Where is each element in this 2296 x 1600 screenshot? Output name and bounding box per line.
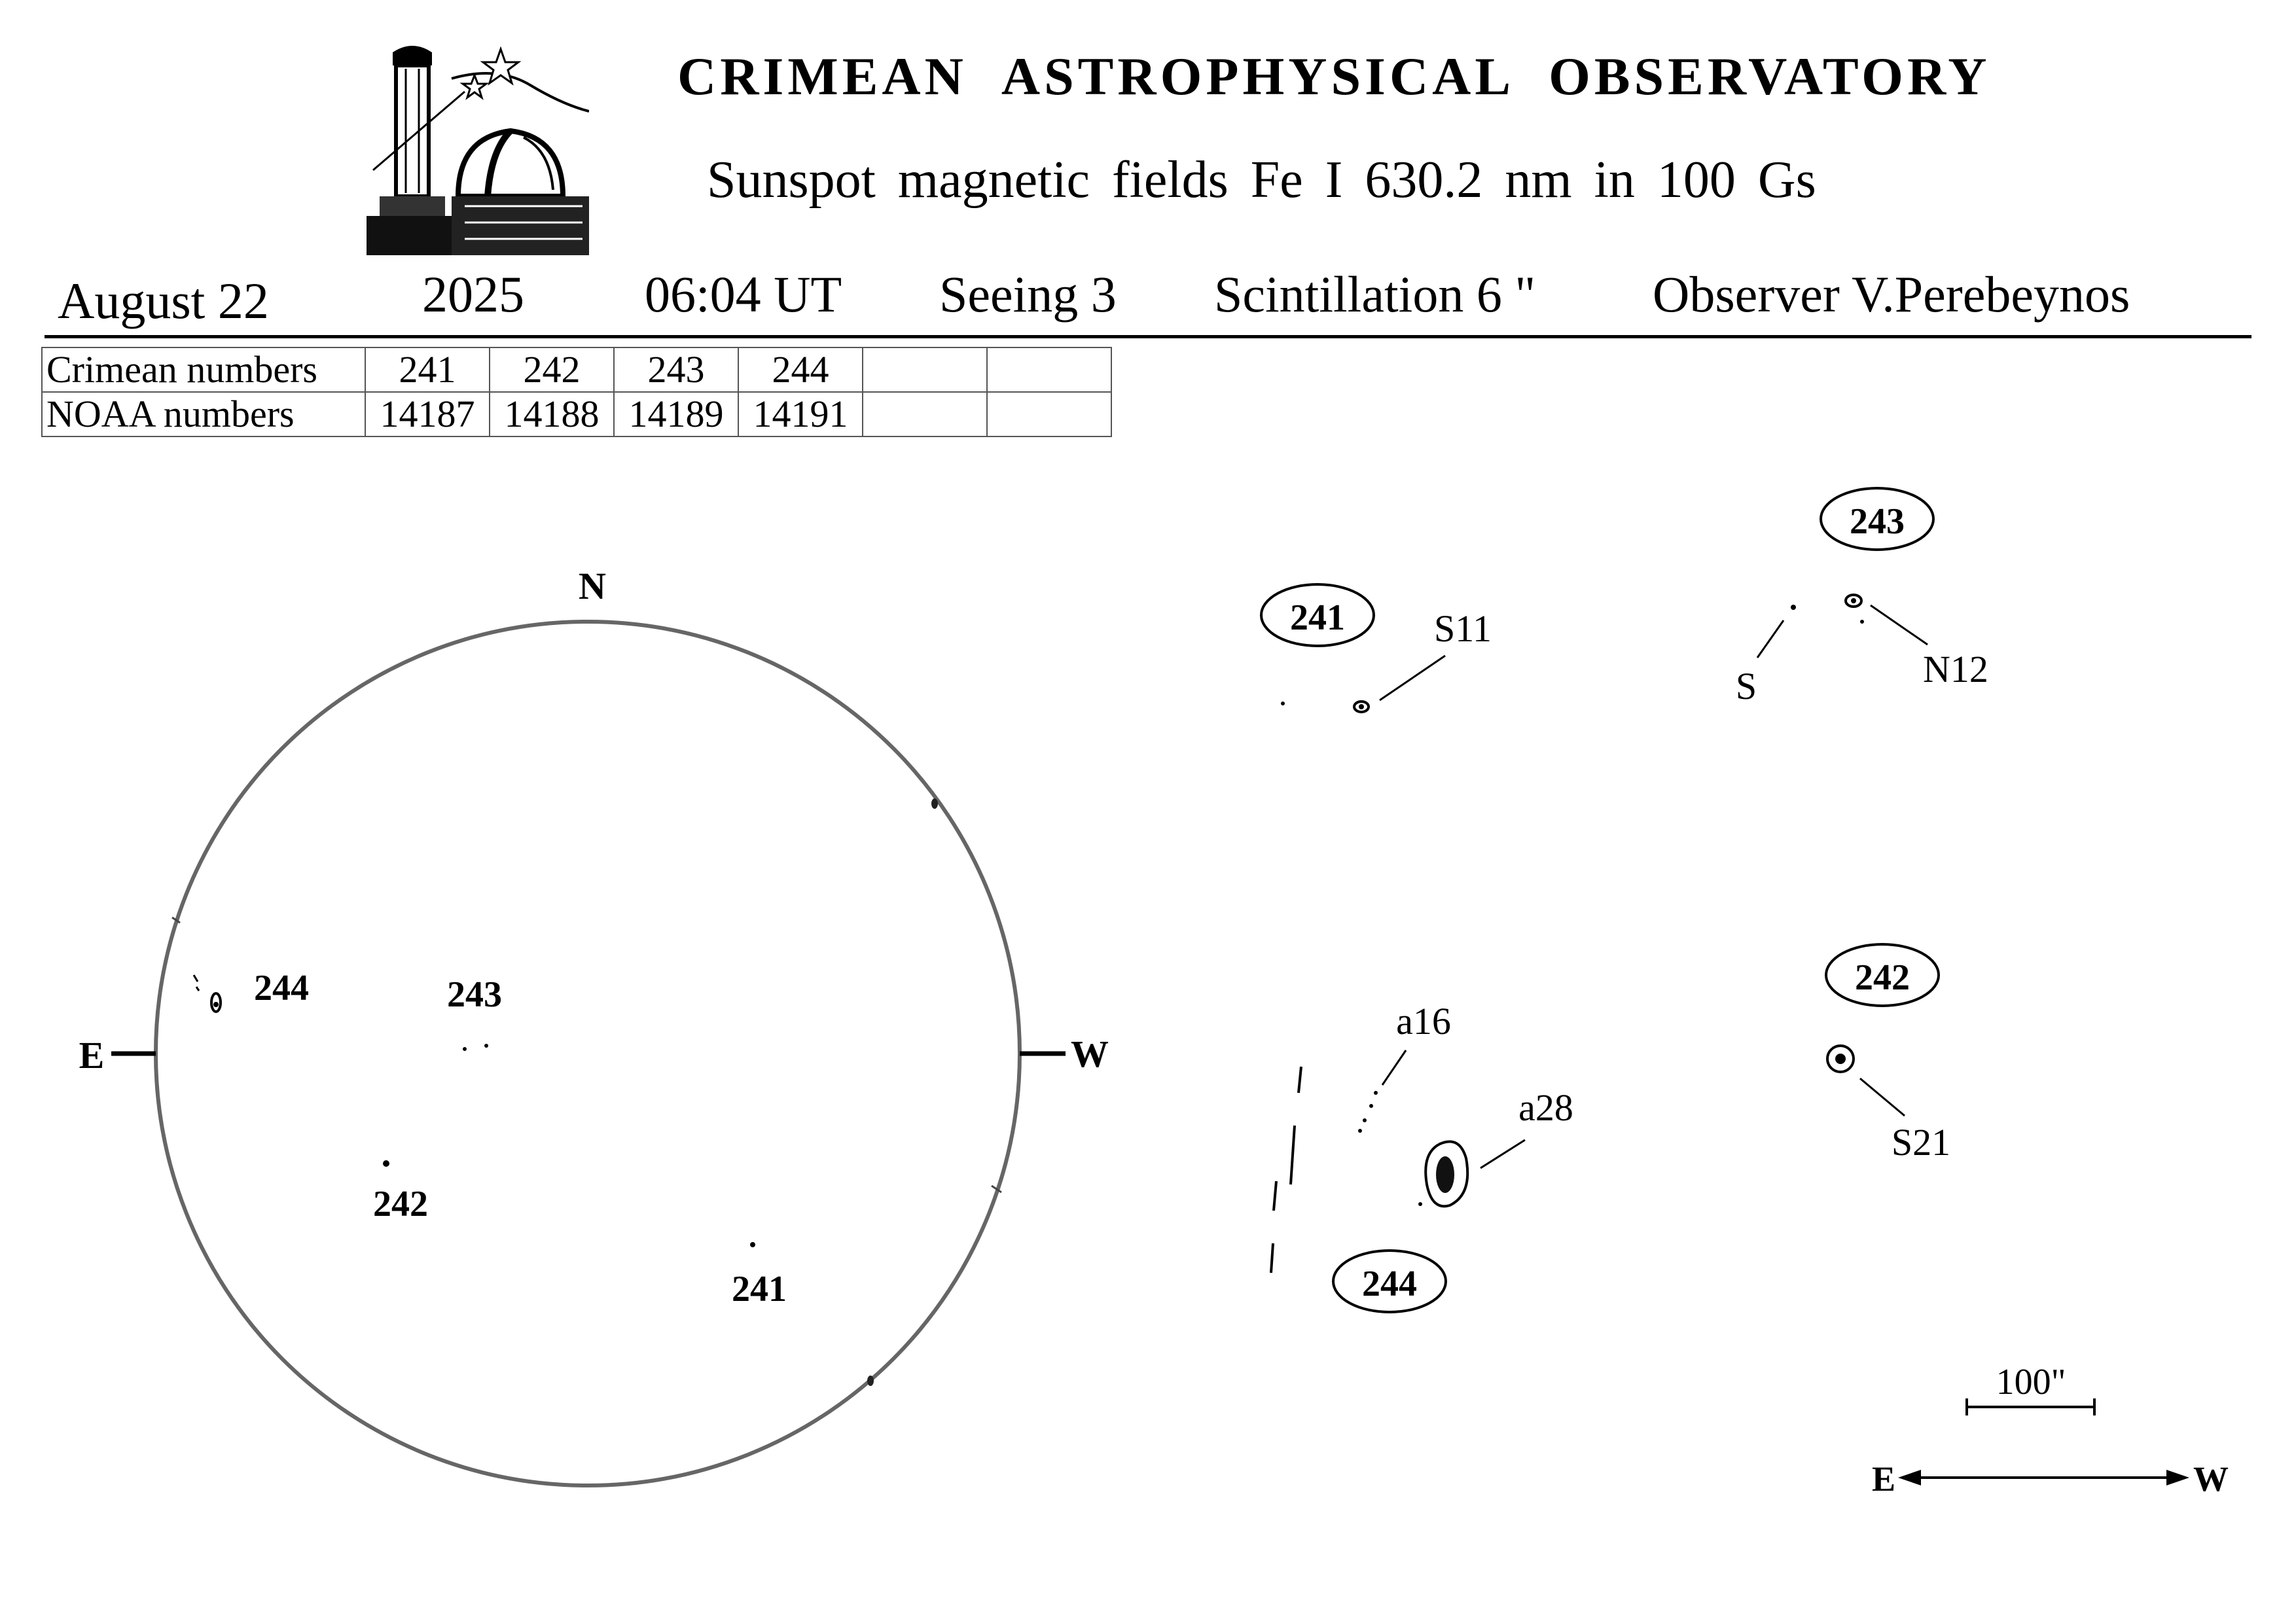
- field-label-s: S: [1735, 665, 1757, 707]
- table-row-label: Crimean numbers: [42, 347, 365, 392]
- disk-label-242: 242: [373, 1184, 428, 1224]
- field-label-s21: S21: [1891, 1121, 1951, 1164]
- disk-label-244: 244: [254, 968, 309, 1008]
- table-cell: 14188: [490, 392, 614, 436]
- observation-year: 2025: [422, 266, 524, 323]
- field-label-s11: S11: [1433, 607, 1492, 650]
- disk-label-243: 243: [447, 974, 502, 1015]
- disk-label-241: 241: [732, 1269, 787, 1309]
- table-cell: 14189: [614, 392, 738, 436]
- region-id-241: 241: [1290, 597, 1345, 638]
- field-label-n12: N12: [1923, 648, 1988, 690]
- table-cell: 242: [490, 347, 614, 392]
- west-label: W: [1071, 1033, 1109, 1075]
- observation-date: August 22: [58, 272, 269, 329]
- sunspot-243: [463, 1047, 467, 1051]
- page-subtitle: Sunspot magnetic fields Fe I 630.2 nm in 100 Gs: [707, 151, 1816, 209]
- table-row-label: NOAA numbers: [42, 392, 365, 436]
- scintillation-value: Scintillation 6 ": [1214, 266, 1536, 323]
- region-id-244: 244: [1362, 1264, 1417, 1304]
- region-id-242: 242: [1855, 957, 1910, 998]
- table-cell: 14187: [365, 392, 490, 436]
- table-cell: 14191: [738, 392, 863, 436]
- observer-name: Observer V.Perebeynos: [1653, 266, 2130, 323]
- orientation-west-label: W: [2193, 1459, 2229, 1499]
- seeing-value: Seeing 3: [939, 266, 1117, 323]
- table-cell: 244: [738, 347, 863, 392]
- sunspot-241: [750, 1242, 755, 1247]
- field-label-a28: a28: [1518, 1086, 1573, 1129]
- scale-bar-label: 100": [1996, 1362, 2066, 1402]
- sunspot-242: [383, 1160, 389, 1167]
- solar-disk: [156, 622, 1020, 1485]
- orientation-east-label: E: [1871, 1459, 1896, 1499]
- north-label: N: [579, 565, 606, 607]
- east-label: E: [79, 1034, 105, 1076]
- table-cell: 243: [614, 347, 738, 392]
- limb-mark: [931, 798, 938, 809]
- table-cell: 241: [365, 347, 490, 392]
- observation-time: 06:04 UT: [645, 266, 842, 323]
- field-label-a16: a16: [1396, 1000, 1451, 1042]
- limb-mark: [867, 1376, 874, 1386]
- region-id-243: 243: [1850, 501, 1905, 542]
- page-title: CRIMEAN ASTROPHYSICAL OBSERVATORY: [677, 46, 1991, 106]
